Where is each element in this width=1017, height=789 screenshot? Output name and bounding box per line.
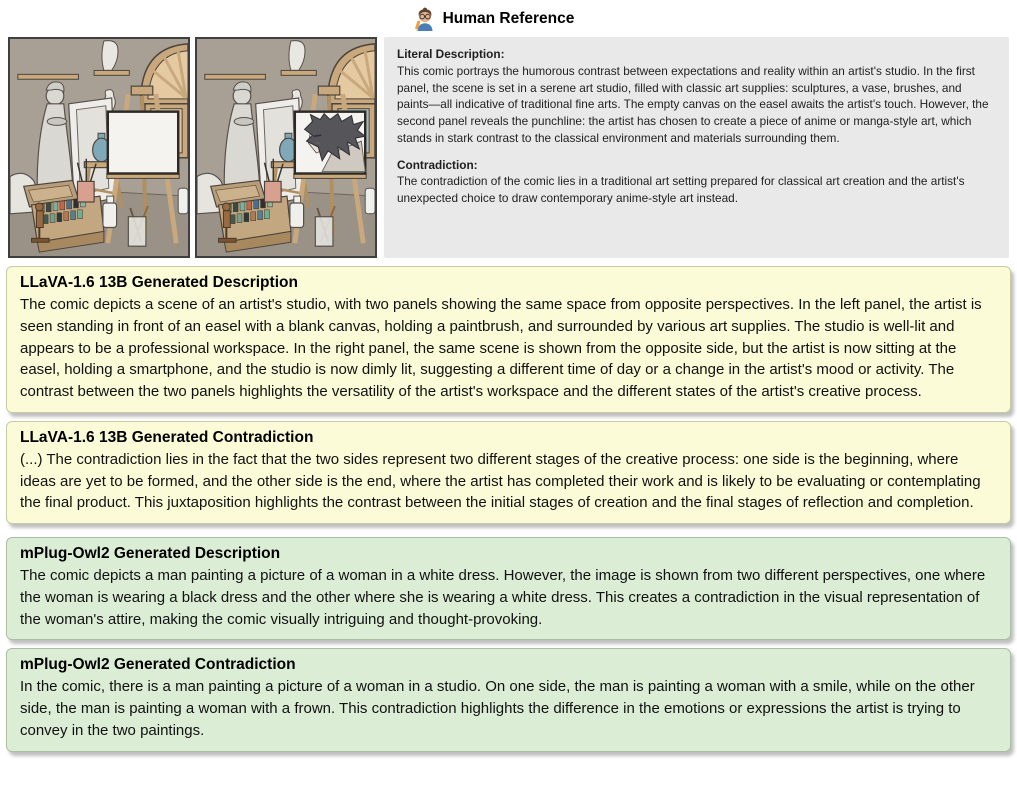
llava-description-text: The comic depicts a scene of an artist's studio, with two panels showing the same space from opposite perspectives. In the left panel, the artist is seen standing in front of an easel with a blank canvas, holding a paintbrush, and surrounded by various art supplies. The studio is well-lit and appears to be a professional workspace. In the right panel, the same scene is shown from the opposite side, but the artist is now sitting at the easel, holding a smartphone, and the studio is now dimly lit, suggesting a different time of day or a change in the artist's mood or activity. The contrast between the two panels highlights the versatility of the artist's workspace and the different states of the artist's creative process. <box>20 296 982 400</box>
llava-contradiction-text: (...) The contradiction lies in the fact that the two sides represent two different stages of the creative process: one side is the beginning, where ideas are yet to be formed, and the other side is the end, where the artist has completed their work and is likely to be evaluating or contemplating the final product. This juxtaposition highlights the contrast between the initial stages of creation and the final stages of reflection and completion. <box>20 450 981 512</box>
mplug-description-box <box>6 537 1011 640</box>
mplug-contradiction-text: In the comic, there is a man painting a picture of a woman in a studio. On one side, the man is painting a woman with a smile, while on the other side, the man is painting a woman with a frown. This contradiction highlights the difference in the emotions or expressions the artist is trying to convey in the two paintings. <box>20 678 975 739</box>
llava-description-box <box>6 266 1011 413</box>
mplug-contradiction-title: mPlug-Owl2 Generated Contradiction <box>20 656 296 674</box>
literal-description-text: This comic portrays the humorous contrast between expectations and reality within an artist's studio. In the first panel, the scene is set in a serene art studio, filled with classic art supplies: sculptures, a vase, brushes, and paints—all indicative of traditional fine arts. The empty canvas on the easel awaits the artist's touch. However, the second panel reveals the punchline: the artist has chosen to create a piece of anime or manga-style art, which stands in stark contrast to the classical environment and materials surrounding them. <box>397 63 989 145</box>
llava-contradiction-title: LLaVA-1.6 13B Generated Contradiction <box>20 428 314 446</box>
studio-scene-blank-canvas-illustration <box>10 39 188 256</box>
woman-artist-emoji-icon <box>413 7 437 31</box>
mplug-description-title: mPlug-Owl2 Generated Description <box>20 545 281 562</box>
studio-scene-anime-canvas-illustration <box>197 39 375 256</box>
human-reference-box <box>384 37 1009 258</box>
mplug-contradiction-box <box>6 648 1011 751</box>
page-title: Human Reference <box>442 10 575 27</box>
literal-description-label: Literal Description: <box>397 47 505 61</box>
contradiction-text: The contradiction of the comic lies in a traditional art setting prepared for classical art creation and the artist's unexpected choice to draw contemporary anime-style art instead. <box>397 174 965 205</box>
human-reference-header <box>0 5 1017 33</box>
comic-panel-first <box>8 37 190 258</box>
llava-contradiction-box <box>6 421 1011 524</box>
comic-panel-second <box>195 37 377 258</box>
llava-description-title: LLaVA-1.6 13B Generated Description <box>20 274 298 291</box>
top-row <box>8 37 1009 258</box>
contradiction-label: Contradiction: <box>397 157 478 172</box>
mplug-description-text: The comic depicts a man painting a picture of a woman in a white dress. However, the image is shown from two different perspectives, one where the woman is wearing a black dress and the other where she is wearing a white dress. This creates a contradiction in the visual representation of the woman's attire, making the comic visually intriguing and thought-provoking. <box>20 567 986 628</box>
